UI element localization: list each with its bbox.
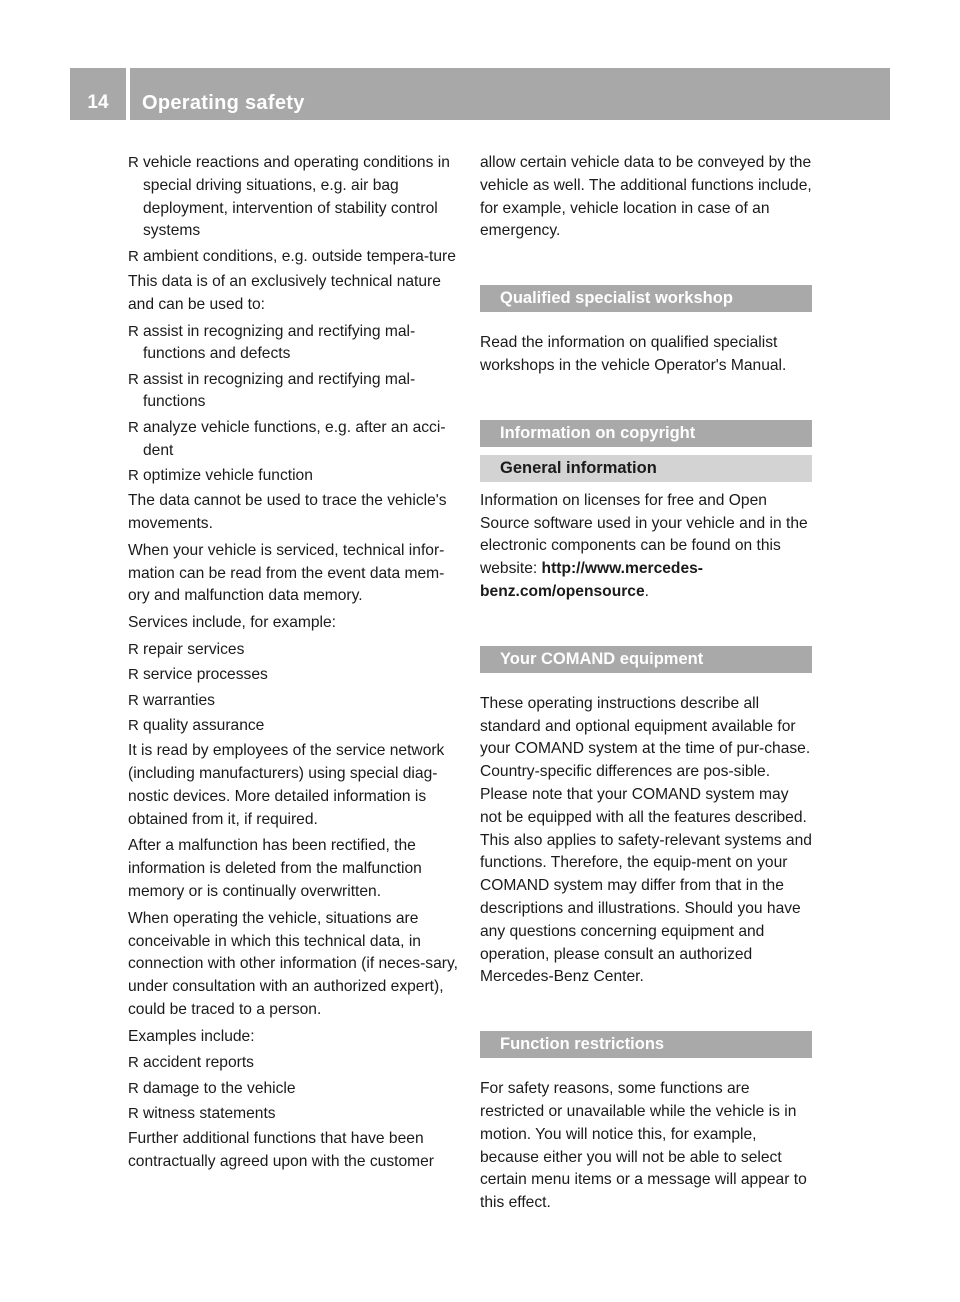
bullet-icon: R bbox=[128, 1054, 139, 1072]
paragraph: For safety reasons, some functions are restricted or unavailable while the vehicle is in motion. You will notice this, for example, because either you will not be able to select certain menu items or a message will appear to this effect. bbox=[480, 1080, 807, 1212]
heading-copyright: Information on copyright bbox=[480, 420, 812, 447]
heading-function-restrictions: Function restrictions bbox=[480, 1031, 812, 1058]
paragraph: allow certain vehicle data to be conveyed by the vehicle as well. The additional functions include, for example, vehicle location in case of an emergency. bbox=[480, 154, 812, 240]
list-item: R warranties bbox=[128, 690, 460, 713]
subheading-general-information: General information bbox=[480, 455, 812, 482]
paragraph: The data cannot be used to trace the vehicle's movements. bbox=[128, 492, 447, 532]
paragraph: Read the information on qualified specialist workshops in the vehicle Operator's Manual. bbox=[480, 334, 787, 374]
bullet-icon: R bbox=[128, 716, 139, 734]
list-item: R assist in recognizing and rectifying mal-functions bbox=[128, 370, 416, 411]
paragraph: Services include, for example: bbox=[128, 614, 337, 632]
page-number: 14 bbox=[87, 92, 109, 113]
bullet-icon: R bbox=[128, 1105, 139, 1123]
bullet-list-data-uses bbox=[128, 321, 460, 488]
paragraph: It is read by employees of the service network (including manufacturers) using special diag-nostic devices. More detailed information is obtained from it, if required. bbox=[128, 742, 445, 828]
list-item: R damage to the vehicle bbox=[128, 1078, 460, 1101]
bullet-list-recorded-data bbox=[128, 152, 460, 268]
heading-qualified-workshop: Qualified specialist workshop bbox=[480, 285, 812, 312]
paragraph: This data is of an exclusively technical nature and can be used to: bbox=[128, 272, 441, 313]
bullet-icon: R bbox=[128, 691, 139, 709]
heading-comand-equipment: Your COMAND equipment bbox=[480, 646, 812, 673]
right-column bbox=[480, 152, 812, 1219]
list-item: R witness statements bbox=[128, 1103, 460, 1126]
paragraph: When your vehicle is serviced, technical infor-mation can be read from the event data mem-ory and malfunction data memory. bbox=[128, 541, 445, 605]
left-column bbox=[128, 152, 460, 1178]
bullet-icon: R bbox=[128, 154, 139, 171]
bullet-list-examples bbox=[128, 1052, 460, 1125]
bullet-icon: R bbox=[128, 666, 139, 684]
list-item: R analyze vehicle functions, e.g. after an acci-dent bbox=[128, 418, 446, 459]
bullet-icon: R bbox=[128, 247, 139, 265]
header-divider bbox=[126, 68, 130, 120]
page-header bbox=[70, 68, 890, 120]
paragraph-copyright: Information on licenses for free and Open Source software used in your vehicle and in the electronic components can be found on this website: http://www.mercedes-benz.com/opensource. bbox=[480, 491, 808, 600]
list-item: R accident reports bbox=[128, 1052, 460, 1075]
list-item: R repair services bbox=[128, 639, 460, 662]
list-item: R assist in recognizing and rectifying mal-functions and defects bbox=[128, 322, 416, 363]
list-item: R service processes bbox=[128, 664, 460, 687]
bullet-icon: R bbox=[128, 1079, 139, 1097]
bullet-list-services bbox=[128, 639, 460, 738]
paragraph: Examples include: bbox=[128, 1027, 255, 1045]
bullet-icon: R bbox=[128, 418, 139, 436]
paragraph: These operating instructions describe all standard and optional equipment available for your COMAND system at the time of pur-chase. Country-specific differences are pos-sible. Please note that your COMAND system may not be equipped with all the features described. This also applies to safety-relevant systems and functions. Therefore, the equip-ment on your COMAND system may differ from that in the descriptions and illustrations. Should you have any questions concerning equipment and operation, please consult an authorized Mercedes-Benz Center. bbox=[480, 694, 812, 986]
bullet-icon: R bbox=[128, 322, 139, 340]
list-item: R vehicle reactions and operating conditions in special driving situations, e.g. air bag deployment, intervention of stability control systems bbox=[128, 154, 450, 240]
bullet-icon: R bbox=[128, 466, 139, 484]
opensource-link[interactable]: http://www.mercedes-benz.com/opensource bbox=[480, 560, 703, 600]
bullet-icon: R bbox=[128, 640, 139, 658]
list-item: R optimize vehicle function bbox=[128, 465, 460, 488]
list-item: R ambient conditions, e.g. outside tempera-ture bbox=[128, 246, 460, 269]
list-item: R quality assurance bbox=[128, 715, 460, 738]
paragraph: When operating the vehicle, situations are conceivable in which this technical data, in connection with other information (if neces-sary, under consultation with an authorized expert), could be traced to a person. bbox=[128, 909, 458, 1018]
paragraph: After a malfunction has been rectified, the information is deleted from the malfunction memory or is continually overwritten. bbox=[128, 837, 422, 900]
paragraph: Further additional functions that have been contractually agreed upon with the customer bbox=[128, 1130, 434, 1171]
section-title: Operating safety bbox=[142, 92, 305, 114]
bullet-icon: R bbox=[128, 370, 139, 388]
